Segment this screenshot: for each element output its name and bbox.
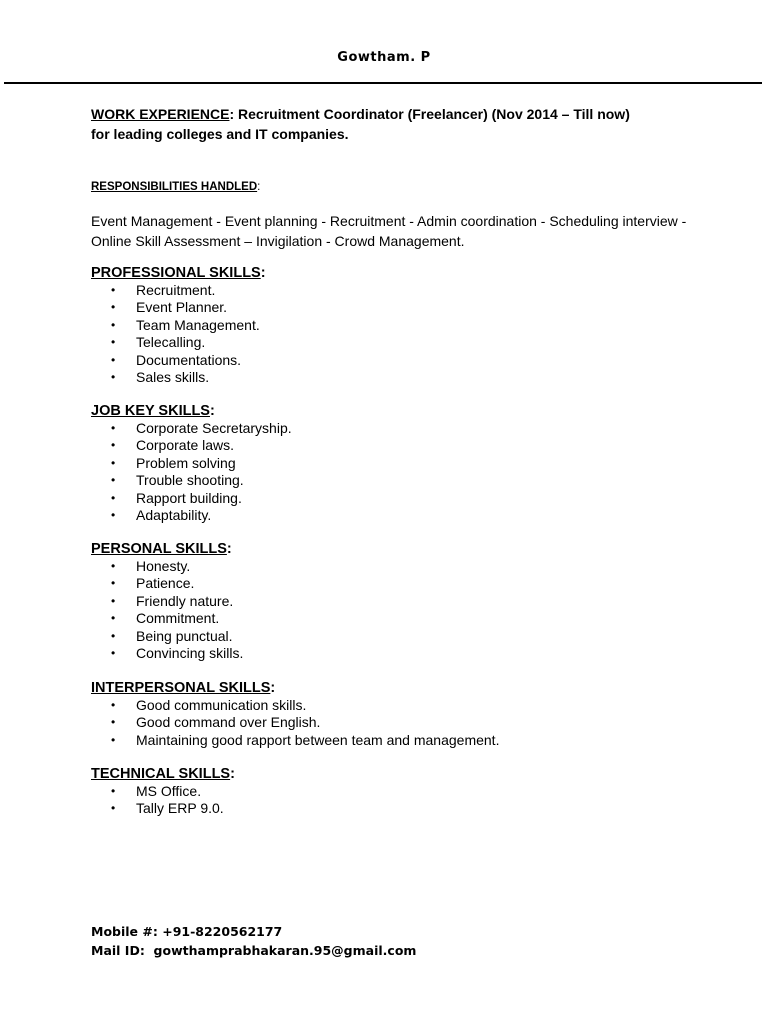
mail-label: Mail ID: <box>91 943 145 958</box>
bullet-icon: • <box>111 576 116 591</box>
work-experience-line-2: for leading colleges and IT companies. <box>91 126 349 142</box>
skill-item <box>91 575 691 592</box>
skill-item-text: Problem solving <box>136 454 236 471</box>
skill-item-text: Being punctual. <box>136 627 233 644</box>
skill-item-text: Convincing skills. <box>136 645 244 662</box>
skill-item-text: Documentations. <box>136 351 242 368</box>
section-title <box>91 540 691 558</box>
responsibilities-line-2: Online Skill Assessment – Invigilation - Crowd Management. <box>91 233 465 249</box>
skill-item <box>91 282 691 299</box>
skill-item-text: Team Management. <box>136 316 260 333</box>
section-title-colon: : <box>230 766 235 782</box>
skill-item <box>91 317 691 334</box>
section-title-colon: : <box>260 265 266 281</box>
skill-item <box>91 610 691 627</box>
bullet-icon: • <box>111 801 116 816</box>
section-title <box>91 402 691 420</box>
skill-item <box>91 558 691 575</box>
mobile-number: +91-8220562177 <box>162 924 283 939</box>
skill-item-text: Corporate laws. <box>136 437 235 454</box>
section-title-text: INTERPERSONAL SKILLS <box>91 680 271 696</box>
personal-skills-section <box>91 540 691 662</box>
skill-item <box>91 334 691 351</box>
section-title-colon: : <box>270 680 276 696</box>
skill-list <box>91 783 691 818</box>
skill-list <box>91 282 691 386</box>
bullet-icon: • <box>111 438 116 453</box>
skill-item-text: Trouble shooting. <box>136 472 244 489</box>
skill-list <box>91 697 691 749</box>
skill-item <box>91 490 691 507</box>
skill-item <box>91 472 691 489</box>
section-title <box>91 264 691 282</box>
skill-item-text: Patience. <box>136 575 195 592</box>
bullet-icon: • <box>111 455 116 470</box>
skill-item-text: Event Planner. <box>136 299 228 316</box>
mobile-label: Mobile #: <box>91 924 158 939</box>
skill-item <box>91 455 691 472</box>
section-title <box>91 765 691 783</box>
bullet-icon: • <box>111 335 116 350</box>
skill-item-text: Tally ERP 9.0. <box>136 800 224 817</box>
technical-skills-section <box>91 765 691 818</box>
header-divider <box>4 82 762 84</box>
skill-item <box>91 732 691 749</box>
skill-item <box>91 437 691 454</box>
interpersonal-skills-section <box>91 679 691 749</box>
work-experience <box>91 104 731 144</box>
work-experience-role: Recruitment Coordinator (Freelancer) (Nov 2014 – Till now) <box>234 106 630 122</box>
skill-item <box>91 369 691 386</box>
bullet-icon: • <box>111 732 116 747</box>
skill-item <box>91 783 691 800</box>
section-title-text: PROFESSIONAL SKILLS <box>91 265 261 281</box>
skill-item-text: Telecalling. <box>136 334 206 351</box>
section-title-colon: : <box>226 541 232 557</box>
skill-item <box>91 507 691 524</box>
bullet-icon: • <box>111 352 116 367</box>
bullet-icon: • <box>111 421 116 435</box>
bullet-icon: • <box>111 300 116 315</box>
skill-item <box>91 800 691 817</box>
skill-item <box>91 645 691 662</box>
skill-item-text: Sales skills. <box>136 369 210 386</box>
bullet-icon: • <box>111 715 116 730</box>
work-experience-line-1 <box>91 104 731 124</box>
bullet-icon: • <box>111 490 116 505</box>
job-key-skills-section <box>91 402 691 524</box>
skill-item-text: MS Office. <box>136 783 202 799</box>
bullet-icon: • <box>111 698 116 712</box>
bullet-icon: • <box>111 317 116 332</box>
skill-item-text: Adaptability. <box>136 507 212 524</box>
skill-item-text: Good communication skills. <box>136 697 307 713</box>
work-experience-colon: : <box>229 106 235 122</box>
skill-item <box>91 420 691 437</box>
skill-item <box>91 593 691 610</box>
skill-item-text: Rapport building. <box>136 489 242 506</box>
bullet-icon: • <box>111 559 116 573</box>
bullet-icon: • <box>111 508 116 523</box>
skill-list <box>91 420 691 524</box>
bullet-icon: • <box>111 611 116 626</box>
mail-line <box>91 942 416 960</box>
bullet-icon: • <box>111 370 116 385</box>
skill-item <box>91 299 691 316</box>
responsibilities-colon: : <box>257 181 261 193</box>
skill-item <box>91 714 691 731</box>
section-title <box>91 679 691 697</box>
professional-skills-section <box>91 264 691 386</box>
mobile-line <box>91 923 282 941</box>
responsibilities-line-1: Event Management - Event planning - Recruitment - Admin coordination - Scheduling interview - <box>91 213 687 229</box>
skill-item-text: Friendly nature. <box>136 592 234 609</box>
section-title-text: TECHNICAL SKILLS <box>91 766 231 782</box>
candidate-name: Gowtham. P <box>337 50 431 65</box>
responsibilities-text <box>91 211 711 251</box>
responsibilities-heading <box>91 181 260 193</box>
skill-item-text: Good command over English. <box>136 714 321 731</box>
skill-item <box>91 628 691 645</box>
bullet-icon: • <box>111 646 116 661</box>
work-experience-label: WORK EXPERIENCE <box>91 106 230 122</box>
skill-item-text: Maintaining good rapport between team and management. <box>136 731 500 748</box>
mail-address: gowthamprabhakaran.95@gmail.com <box>153 943 417 958</box>
bullet-icon: • <box>111 784 116 798</box>
responsibilities-heading-text: RESPONSIBILITIES HANDLED <box>91 181 258 193</box>
section-title-text: PERSONAL SKILLS <box>91 541 227 557</box>
skill-item-text: Corporate Secretaryship. <box>136 420 292 436</box>
skill-list <box>91 558 691 662</box>
skill-item-text: Commitment. <box>136 610 220 627</box>
bullet-icon: • <box>111 473 116 488</box>
skill-item <box>91 697 691 714</box>
skill-item-text: Recruitment. <box>136 282 216 298</box>
bullet-icon: • <box>111 593 116 608</box>
skill-item-text: Honesty. <box>136 558 191 574</box>
bullet-icon: • <box>111 628 116 643</box>
skill-item <box>91 352 691 369</box>
section-title-text: JOB KEY SKILLS <box>91 403 210 419</box>
section-title-colon: : <box>209 403 215 419</box>
bullet-icon: • <box>111 283 116 297</box>
